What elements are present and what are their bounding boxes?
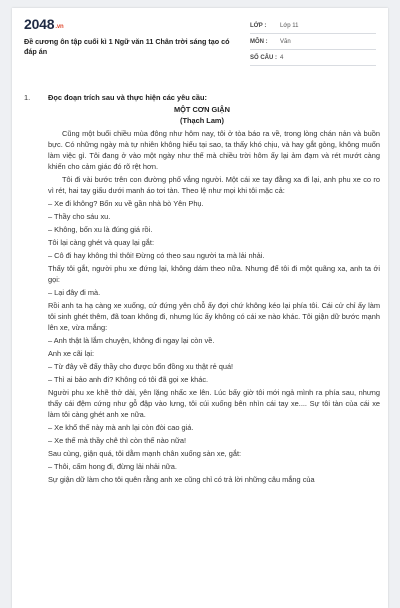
story-paragraph: – Anh thật là lắm chuyện, không đi ngay lại còn về. (48, 336, 215, 345)
story-paragraph: – Xe thế mà thầy chê thì còn thế nào nữa! (48, 436, 187, 445)
story-paragraph: – Thôi, cấm hong đi, đừng lải nhải nữa. (48, 462, 177, 471)
story-paragraph: – Xe đi không? Bốn xu về gần nhà bò Yên Phụ. (48, 199, 204, 208)
meta-row-class (250, 20, 376, 34)
meta-value: 4 (280, 55, 284, 61)
story-paragraph: Sau cùng, giận quá, tôi dằm mạnh chân xuống sàn xe, gắt: (48, 449, 242, 458)
story-title: MỘT CƠN GIẬN (174, 105, 230, 114)
document-header (24, 16, 376, 72)
document-page (12, 8, 388, 608)
story-paragraph: – Lại đây đi mà. (48, 288, 101, 297)
story-author: (Thạch Lam) (180, 116, 224, 125)
meta-key: SỐ CÂU : (250, 55, 277, 61)
meta-table (250, 20, 376, 66)
story-body (24, 128, 380, 485)
document-title: Đề cương ôn tập cuối kì 1 Ngữ văn 11 Chân trời sáng tạo có đáp án (24, 37, 230, 56)
story-paragraph: – Thầy cho sáu xu. (48, 212, 111, 221)
question-number: 1. (24, 93, 31, 102)
story-paragraph: Tôi đi vài bước trên con đường phố vắng người. Một cái xe tay đằng xa đi lại, anh phu xe co ro vì rét, hai tay giấu dưới manh áo tơi tàn. Theo lệ như mọi khi tôi mặc cả: (48, 175, 380, 195)
story-paragraph: Tôi lại càng ghét và quay lại gắt: (48, 238, 154, 247)
story-paragraph: Rồi anh ta hạ càng xe xuống, cứ đứng yên chỗ ấy đợi chứ không kéo lại phía tôi. Cái cử chỉ ấy làm tôi sinh ghét thêm, đã toan không đi, nhưng lúc ấy không có cái xe nào khác. Tôi giận dữ bước mạnh lên xe, vừa mắng: (48, 301, 380, 332)
story-paragraph: Anh xe cãi lại: (48, 349, 95, 358)
story-paragraph: Sự giận dữ làm cho tôi quên rằng anh xe cũng chỉ có trả lời những câu mắng của (48, 475, 315, 484)
question-prompt: Đọc đoạn trích sau và thực hiện các yêu cầu: (48, 93, 207, 102)
story-paragraph: Người phu xe khẽ thở dài, yên lặng nhấc xe lên. Lúc bấy giờ tôi mới ngả mình ra phía sau, nhưng thấy cái đệm cứng như gỗ đập vào lưng, tôi cúi xuống bên nhìn cái tay xe.... Sự tôi tàn của cái xe làm tôi càng ghét anh xe nữa. (48, 388, 380, 419)
story-paragraph: – Từ đây về đấy thầy cho được bốn đồng xu thật rẻ quá! (48, 362, 234, 371)
meta-row-count (250, 52, 376, 66)
story-paragraph: – Thì ai bảo anh đi? Không có tôi đã gọi xe khác. (48, 375, 209, 384)
meta-value: Lớp 11 (280, 23, 299, 29)
meta-key: MÔN : (250, 39, 268, 45)
story-paragraph: Cũng một buổi chiều mùa đông như hôm nay, tôi ở tòa báo ra về, trong lòng chán nản và buồn bực. Có những ngày mà tự nhiên không hiểu tại sao, ta thấy khó chịu, và hay gắt gỏng, không muốn làm việc gì. Tôi đang ở vào một ngày như thế mà chiều trời hôm ấy lại ảm đạm và rét mướt càng khiến cho cảm giác đó rõ rệt hơn. (48, 129, 380, 171)
meta-key: LỚP : (250, 23, 267, 29)
meta-row-subject (250, 36, 376, 50)
story-paragraph: – Không, bốn xu là đúng giá rồi. (48, 225, 153, 234)
story-paragraph: Thấy tôi gắt, người phu xe đứng lại, không dám theo nữa. Nhưng để tôi đi một quãng xa, anh ta ới gọi: (48, 264, 380, 284)
question-content (24, 92, 380, 487)
story-paragraph: – Xe khổ thế này mà anh lại còn đòi cao giá. (48, 423, 194, 432)
meta-value: Văn (280, 39, 291, 45)
logo-suffix: .vn (55, 24, 64, 30)
site-logo[interactable] (24, 16, 63, 32)
logo-main: 2048 (24, 16, 55, 32)
story-paragraph: – Cô đi hay không thì thôi! Đừng có theo sau người ta mà lải nhải. (48, 251, 265, 260)
